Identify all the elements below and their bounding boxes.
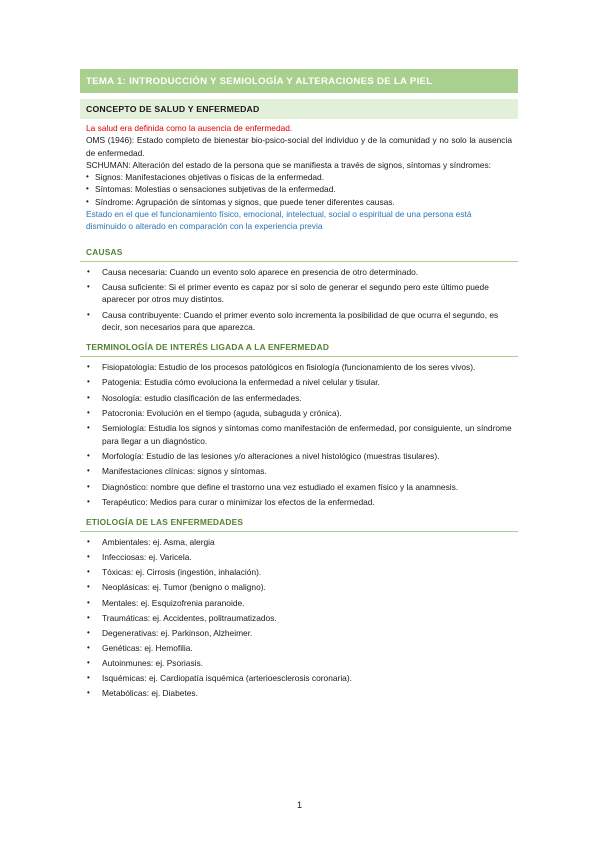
red-definition: La salud era definida como la ausencia de enfermedad. <box>86 123 293 133</box>
list-item: • Morfología: Estudio de las lesiones y/o alteraciones a nivel histológico (muestras tisulares). <box>80 450 518 462</box>
page-number: 1 <box>296 800 302 810</box>
concept-list <box>80 171 518 208</box>
list-item: • Tóxicas: ej. Cirrosis (ingestión, inhalación). <box>80 566 518 578</box>
etiologia-heading: ETIOLOGÍA DE LAS ENFERMEDADES <box>80 517 518 532</box>
schuman-definition: SCHUMAN: Alteración del estado de la persona que se manifiesta a través de signos, síntomas y síndromes: <box>86 159 491 170</box>
list-item: • Manifestaciones clínicas: signos y síntomas. <box>80 465 518 477</box>
list-item: • Fisiopatología: Estudio de los procesos patológicos en fisiología (funcionamiento de los seres vivos). <box>80 361 518 373</box>
list-item: • Metabólicas: ej. Diabetes. <box>80 687 518 699</box>
list-item: • Mentales: ej. Esquizofrenia paranoide. <box>80 597 518 609</box>
list-item: • Causa necesaria: Cuando un evento solo aparece en presencia de otro determinado. <box>80 266 518 278</box>
list-item: • Patocronia: Evolución en el tiempo (aguda, subaguda y crónica). <box>80 407 518 419</box>
list-item: • Degenerativas: ej. Parkinson, Alzheimer. <box>80 627 518 639</box>
list-item: • Causa suficiente: Si el primer evento es capaz por sí solo de generar el segundo pero este último puede aparecer por otros muy distintos. <box>80 281 518 306</box>
list-item: • Nosología: estudio clasificación de las enfermedades. <box>80 392 518 404</box>
list-item: • Patogenia: Estudia cómo evoluciona la enfermedad a nivel celular y tisular. <box>80 376 518 388</box>
list-item: • Genéticas: ej. Hemofilia. <box>80 642 518 654</box>
oms-definition: OMS (1946): Estado completo de bienestar bio-psico-social del individuo y de la comunidad y no solo la ausencia de enfermedad. <box>86 135 512 158</box>
causas-list <box>80 266 518 333</box>
list-item: • Infecciosas: ej. Varicela. <box>80 551 518 563</box>
list-item: • Semiología: Estudia los signos y síntomas como manifestación de enfermedad, por consiguiente, un síndrome para llegar a un diagnóstico. <box>80 422 518 447</box>
list-item: • Causa contribuyente: Cuando el primer evento solo incrementa la posibilidad de que ocurra el segundo, es decir, son necesarios para que aparezca. <box>80 309 518 334</box>
document-page <box>80 69 518 702</box>
list-item: • Ambientales: ej. Asma, alergia <box>80 536 518 548</box>
list-item: • Autoinmunes: ej. Psoriasis. <box>80 657 518 669</box>
chapter-title: TEMA 1: INTRODUCCIÓN Y SEMIOLOGÍA Y ALTERACIONES DE LA PIEL <box>80 69 518 93</box>
terminologia-heading: TERMINOLOGÍA DE INTERÉS LIGADA A LA ENFERMEDAD <box>80 342 518 357</box>
list-item: • Síndrome: Agrupación de síntomas y signos, que puede tener diferentes causas. <box>80 196 518 208</box>
list-item: • Isquémicas: ej. Cardiopatía isquémica (arterioesclerosis coronaria). <box>80 672 518 684</box>
list-item: • Neoplásicas: ej. Tumor (benigno o maligno). <box>80 581 518 593</box>
list-item: • Síntomas: Molestias o sensaciones subjetivas de la enfermedad. <box>80 183 518 195</box>
terminologia-list <box>80 361 518 508</box>
list-item: • Signos: Manifestaciones objetivas o físicas de la enfermedad. <box>80 171 518 183</box>
causas-heading: CAUSAS <box>80 247 518 262</box>
list-item: • Traumáticas: ej. Accidentes, politraumatizados. <box>80 612 518 624</box>
list-item: • Diagnóstico: nombre que define el trastorno una vez estudiado el examen físico y la anamnesis. <box>80 481 518 493</box>
etiologia-list <box>80 536 518 699</box>
list-item: • Terapéutico: Medios para curar o minimizar los efectos de la enfermedad. <box>80 496 518 508</box>
blue-definition: Estado en el que el funcionamiento físico, emocional, intelectual, social o espiritual de una persona está disminuido o alterado en comparación con la experiencia previa <box>86 209 472 232</box>
concept-heading: CONCEPTO DE SALUD Y ENFERMEDAD <box>80 99 518 119</box>
